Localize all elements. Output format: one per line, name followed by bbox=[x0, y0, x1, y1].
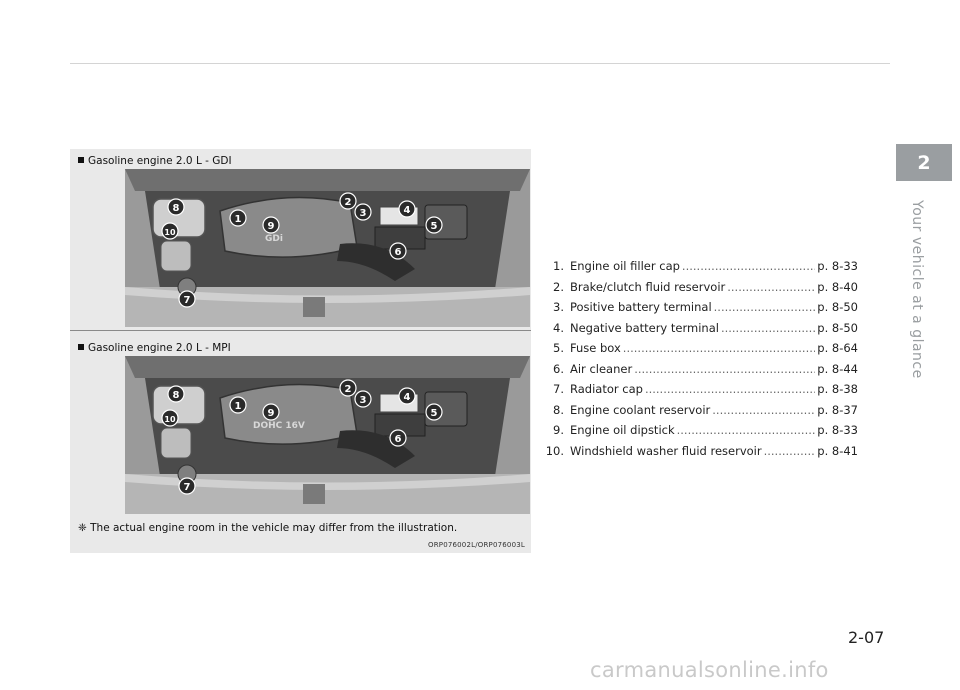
legend-item bbox=[540, 403, 858, 424]
legend-label: Windshield washer fluid reservoir bbox=[570, 443, 762, 458]
bullet-square-icon bbox=[78, 157, 84, 163]
legend-item bbox=[540, 444, 858, 465]
callout-7-label: 7 bbox=[183, 482, 191, 493]
legend-page-ref: p. 8-33 bbox=[817, 259, 858, 273]
legend-number: 8. bbox=[553, 402, 564, 417]
legend-item bbox=[540, 321, 858, 342]
callout-5-label: 5 bbox=[430, 221, 438, 232]
callout-overlay bbox=[125, 169, 530, 327]
legend-item bbox=[540, 382, 858, 403]
legend-number: 6. bbox=[553, 361, 564, 376]
legend-page-ref: p. 8-33 bbox=[817, 423, 858, 437]
legend-label: Radiator cap bbox=[570, 382, 643, 396]
callout-2-label: 2 bbox=[344, 384, 352, 395]
legend-label: Positive battery terminal bbox=[570, 300, 712, 314]
chapter-title-vertical: Your vehicle at a glance bbox=[909, 200, 925, 379]
callout-4-label: 4 bbox=[403, 392, 411, 403]
header-rule bbox=[70, 63, 890, 64]
watermark: carmanualsonline.info bbox=[590, 658, 829, 682]
legend-item bbox=[540, 362, 858, 383]
callout-10-label: 10 bbox=[164, 228, 176, 237]
legend-page-ref: p. 8-38 bbox=[817, 382, 858, 396]
chapter-tab[interactable] bbox=[896, 144, 952, 181]
engine-badge-mpi: DOHC 16V bbox=[253, 421, 305, 431]
leader-dots bbox=[764, 444, 816, 458]
engine-badge-gdi: GDi bbox=[265, 234, 283, 244]
callout-6-label: 6 bbox=[394, 434, 402, 445]
bullet-square-icon bbox=[78, 344, 84, 350]
legend-number: 9. bbox=[553, 423, 564, 437]
callout-3-label: 3 bbox=[359, 395, 367, 406]
leader-dots bbox=[677, 423, 816, 437]
leader-dots bbox=[712, 403, 815, 417]
callout-1-label: 1 bbox=[234, 214, 242, 225]
component-legend bbox=[540, 259, 858, 464]
legend-item bbox=[540, 280, 858, 301]
legend-number: 3. bbox=[553, 300, 564, 314]
legend-page-ref: p. 8-50 bbox=[817, 320, 858, 335]
callout-8-label: 8 bbox=[172, 390, 180, 401]
callout-3-label: 3 bbox=[359, 208, 367, 219]
page-number: 2-07 bbox=[848, 628, 885, 647]
gdi-engine-illustration bbox=[125, 169, 530, 327]
image-code: ORP076002L/ORP076003L bbox=[428, 541, 525, 549]
callout-8-label: 8 bbox=[172, 203, 180, 214]
leader-dots bbox=[634, 362, 815, 376]
callout-6-label: 6 bbox=[394, 247, 402, 258]
legend-page-ref: p. 8-37 bbox=[817, 402, 858, 417]
callout-9-label: 9 bbox=[267, 221, 275, 232]
chapter-number: 2 bbox=[917, 151, 931, 174]
mpi-engine-illustration bbox=[125, 356, 530, 514]
legend-label: Brake/clutch fluid reservoir bbox=[570, 279, 726, 294]
legend-label: Engine oil filler cap bbox=[570, 259, 680, 273]
legend-page-ref: p. 8-40 bbox=[817, 279, 858, 294]
legend-item bbox=[540, 423, 858, 444]
legend-item bbox=[540, 300, 858, 321]
leader-dots bbox=[721, 321, 815, 335]
callout-7-label: 7 bbox=[183, 295, 191, 306]
legend-page-ref: p. 8-44 bbox=[817, 361, 858, 376]
legend-number: 2. bbox=[553, 279, 564, 294]
legend-item bbox=[540, 259, 858, 280]
mpi-title-text: Gasoline engine 2.0 L - MPI bbox=[88, 342, 231, 354]
callout-2-label: 2 bbox=[344, 197, 352, 208]
legend-number: 10. bbox=[545, 443, 564, 458]
leader-dots bbox=[727, 280, 815, 294]
leader-dots bbox=[682, 259, 815, 273]
callout-1-label: 1 bbox=[234, 401, 242, 412]
gdi-panel-title bbox=[78, 155, 232, 167]
legend-page-ref: p. 8-41 bbox=[817, 443, 858, 458]
leader-dots bbox=[714, 300, 816, 314]
legend-page-ref: p. 8-50 bbox=[817, 300, 858, 314]
callout-4-label: 4 bbox=[403, 205, 411, 216]
figure-footnote: ❈ The actual engine room in the vehicle may differ from the illustration. bbox=[78, 522, 458, 534]
legend-number: 1. bbox=[553, 259, 564, 273]
legend-number: 7. bbox=[553, 382, 564, 396]
legend-label: Engine oil dipstick bbox=[570, 423, 675, 437]
legend-number: 4. bbox=[553, 320, 564, 335]
gdi-title-text: Gasoline engine 2.0 L - GDI bbox=[88, 155, 232, 167]
legend-label: Negative battery terminal bbox=[570, 320, 719, 335]
callout-10-label: 10 bbox=[164, 415, 176, 424]
legend-label: Air cleaner bbox=[570, 361, 633, 376]
callout-5-label: 5 bbox=[430, 408, 438, 419]
legend-label: Engine coolant reservoir bbox=[570, 402, 711, 417]
legend-label: Fuse box bbox=[570, 341, 621, 355]
callout-9-label: 9 bbox=[267, 408, 275, 419]
callout-overlay bbox=[125, 356, 530, 514]
leader-dots bbox=[645, 382, 815, 396]
mpi-panel-title bbox=[78, 342, 231, 354]
leader-dots bbox=[623, 341, 815, 355]
legend-item bbox=[540, 341, 858, 362]
legend-number: 5. bbox=[553, 341, 564, 355]
engine-figure bbox=[70, 149, 531, 553]
panel-divider bbox=[70, 330, 531, 331]
legend-page-ref: p. 8-64 bbox=[817, 341, 858, 355]
